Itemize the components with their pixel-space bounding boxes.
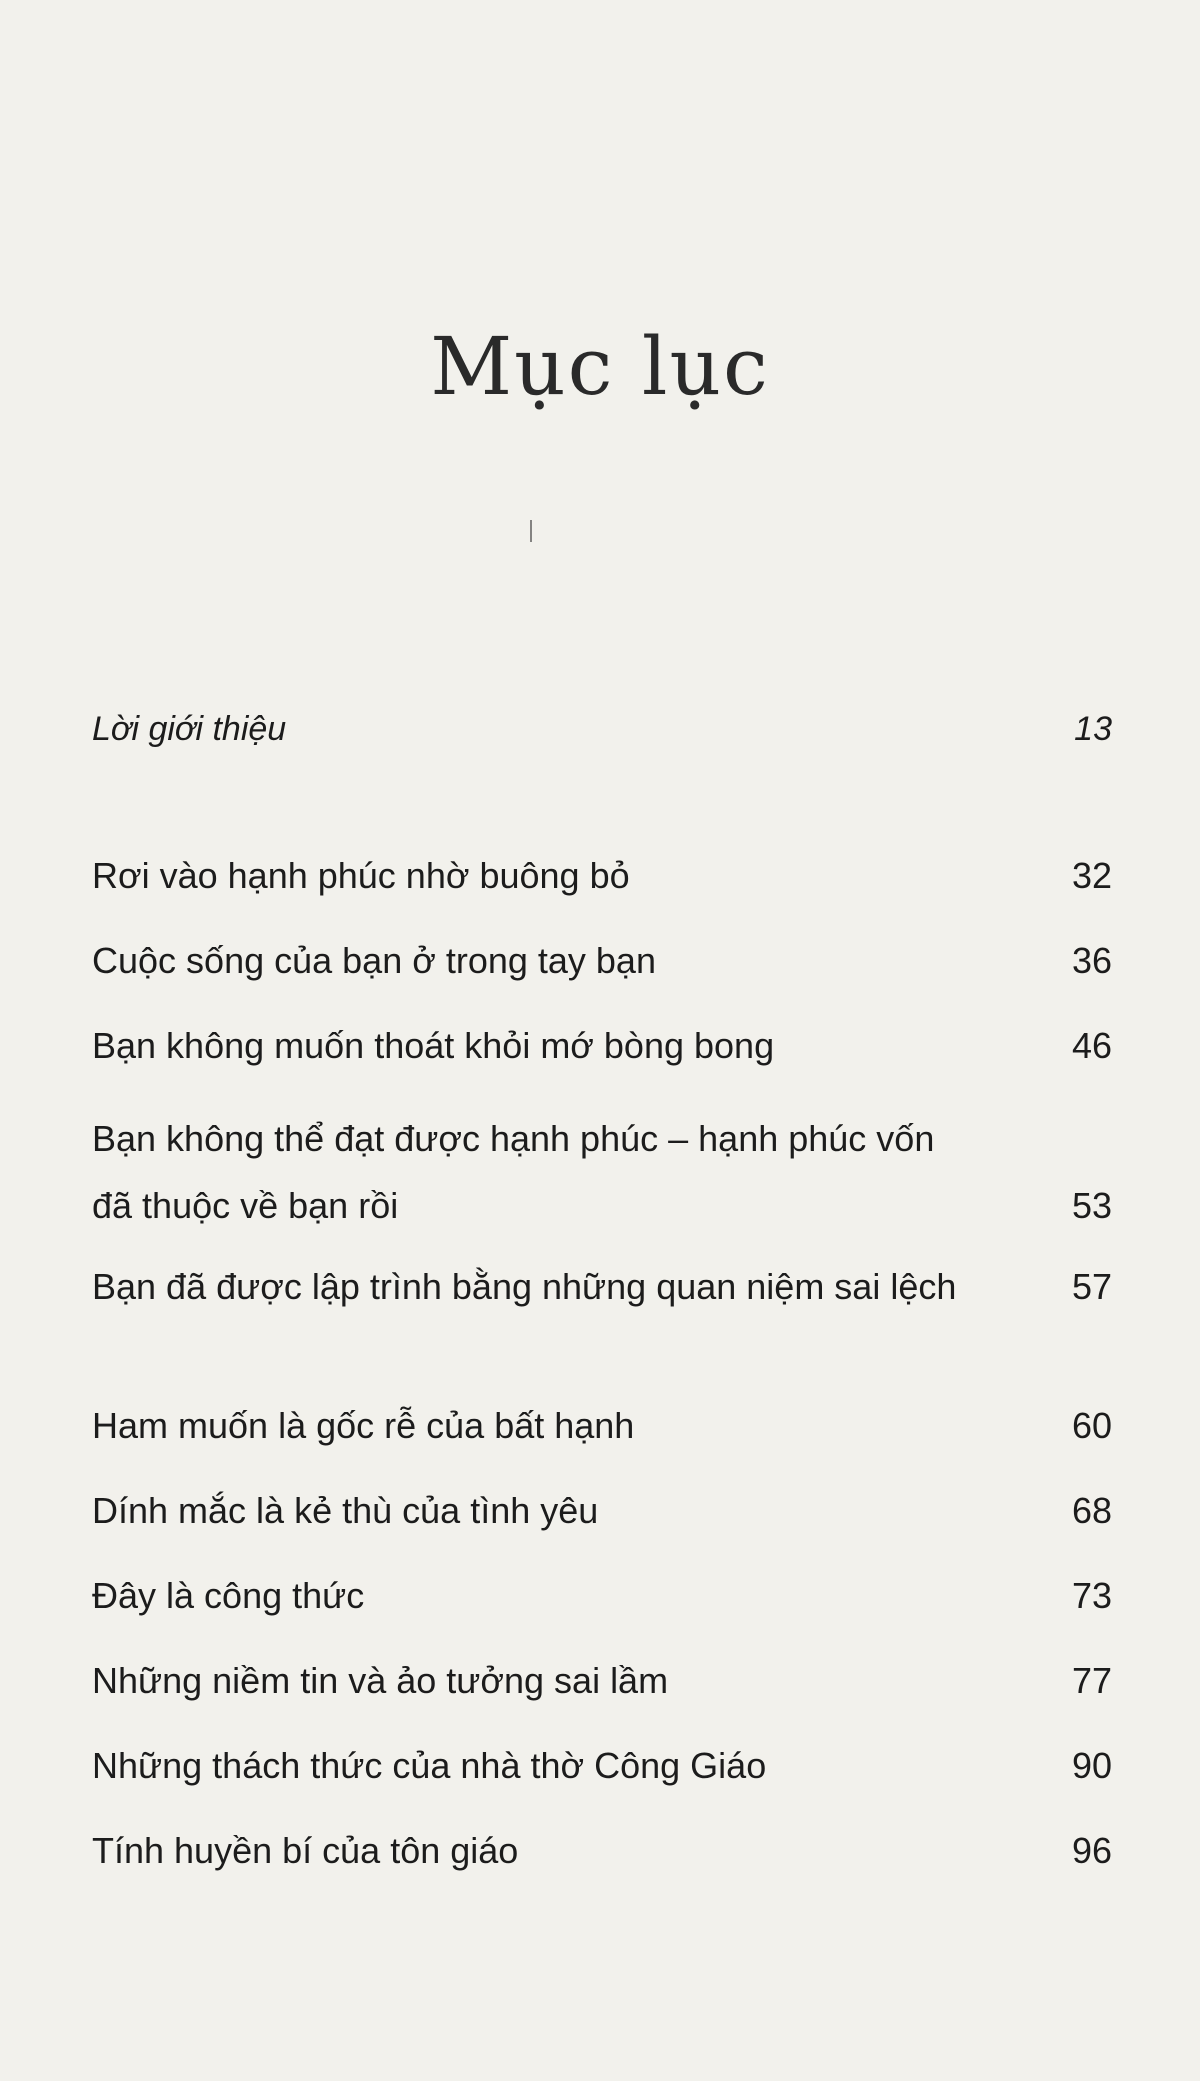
toc-entry-page: 36 <box>1071 940 1112 981</box>
toc-entry-title: Lời giới thiệu <box>92 710 287 748</box>
toc-entry <box>92 937 1112 985</box>
toc-entry-title: Bạn đã được lập trình bằng những quan niệm sai lệch <box>92 1266 957 1307</box>
toc-entry-page: 46 <box>1071 1025 1112 1066</box>
toc-entry-page: 96 <box>1071 1830 1112 1871</box>
toc-entry-page: 53 <box>1071 1185 1112 1226</box>
toc-entry-title: Ham muốn là gốc rễ của bất hạnh <box>92 1405 635 1446</box>
toc-entry <box>92 1105 1112 1239</box>
toc-entry <box>92 1572 1112 1620</box>
toc-entry-page: 73 <box>1071 1575 1112 1616</box>
toc-entry-title: Tính huyền bí của tôn giáo <box>92 1830 519 1871</box>
toc-entry-title: Dính mắc là kẻ thù của tình yêu <box>92 1490 599 1531</box>
toc-entry <box>92 1253 1112 1320</box>
toc-entry-title: Những thách thức của nhà thờ Công Giáo <box>92 1745 767 1786</box>
toc-entry-page: 32 <box>1071 855 1112 896</box>
toc-entry <box>92 1022 1112 1070</box>
toc-entry <box>92 1742 1112 1790</box>
toc-entry-page: 90 <box>1071 1745 1112 1786</box>
toc-entry <box>92 1487 1112 1535</box>
toc-entry-title: Rơi vào hạnh phúc nhờ buông bỏ <box>92 855 630 896</box>
toc-entry <box>92 705 1112 753</box>
toc-entry-page: 68 <box>1071 1490 1112 1531</box>
page-title: Mục lục <box>430 320 770 413</box>
toc-entry-page: 13 <box>1074 710 1112 748</box>
toc-entry-title: Đây là công thức <box>92 1575 365 1616</box>
toc-entry-title: Bạn không thể đạt được hạnh phúc – hạnh phúc vốn đã thuộc về bạn rồi <box>92 1118 935 1226</box>
toc-entry <box>92 1402 1112 1450</box>
toc-entry-title: Bạn không muốn thoát khỏi mớ bòng bong <box>92 1025 775 1066</box>
toc-entry-page: 77 <box>1071 1660 1112 1701</box>
toc-entry <box>92 1827 1112 1875</box>
toc-entry <box>92 852 1112 900</box>
toc-entry <box>92 1657 1112 1705</box>
toc-entry-page: 57 <box>1071 1266 1112 1307</box>
title-ornament <box>530 520 532 542</box>
toc-entry-title: Những niềm tin và ảo tưởng sai lầm <box>92 1660 669 1701</box>
toc-entry-title: Cuộc sống của bạn ở trong tay bạn <box>92 940 656 981</box>
toc-entry-page: 60 <box>1071 1405 1112 1446</box>
